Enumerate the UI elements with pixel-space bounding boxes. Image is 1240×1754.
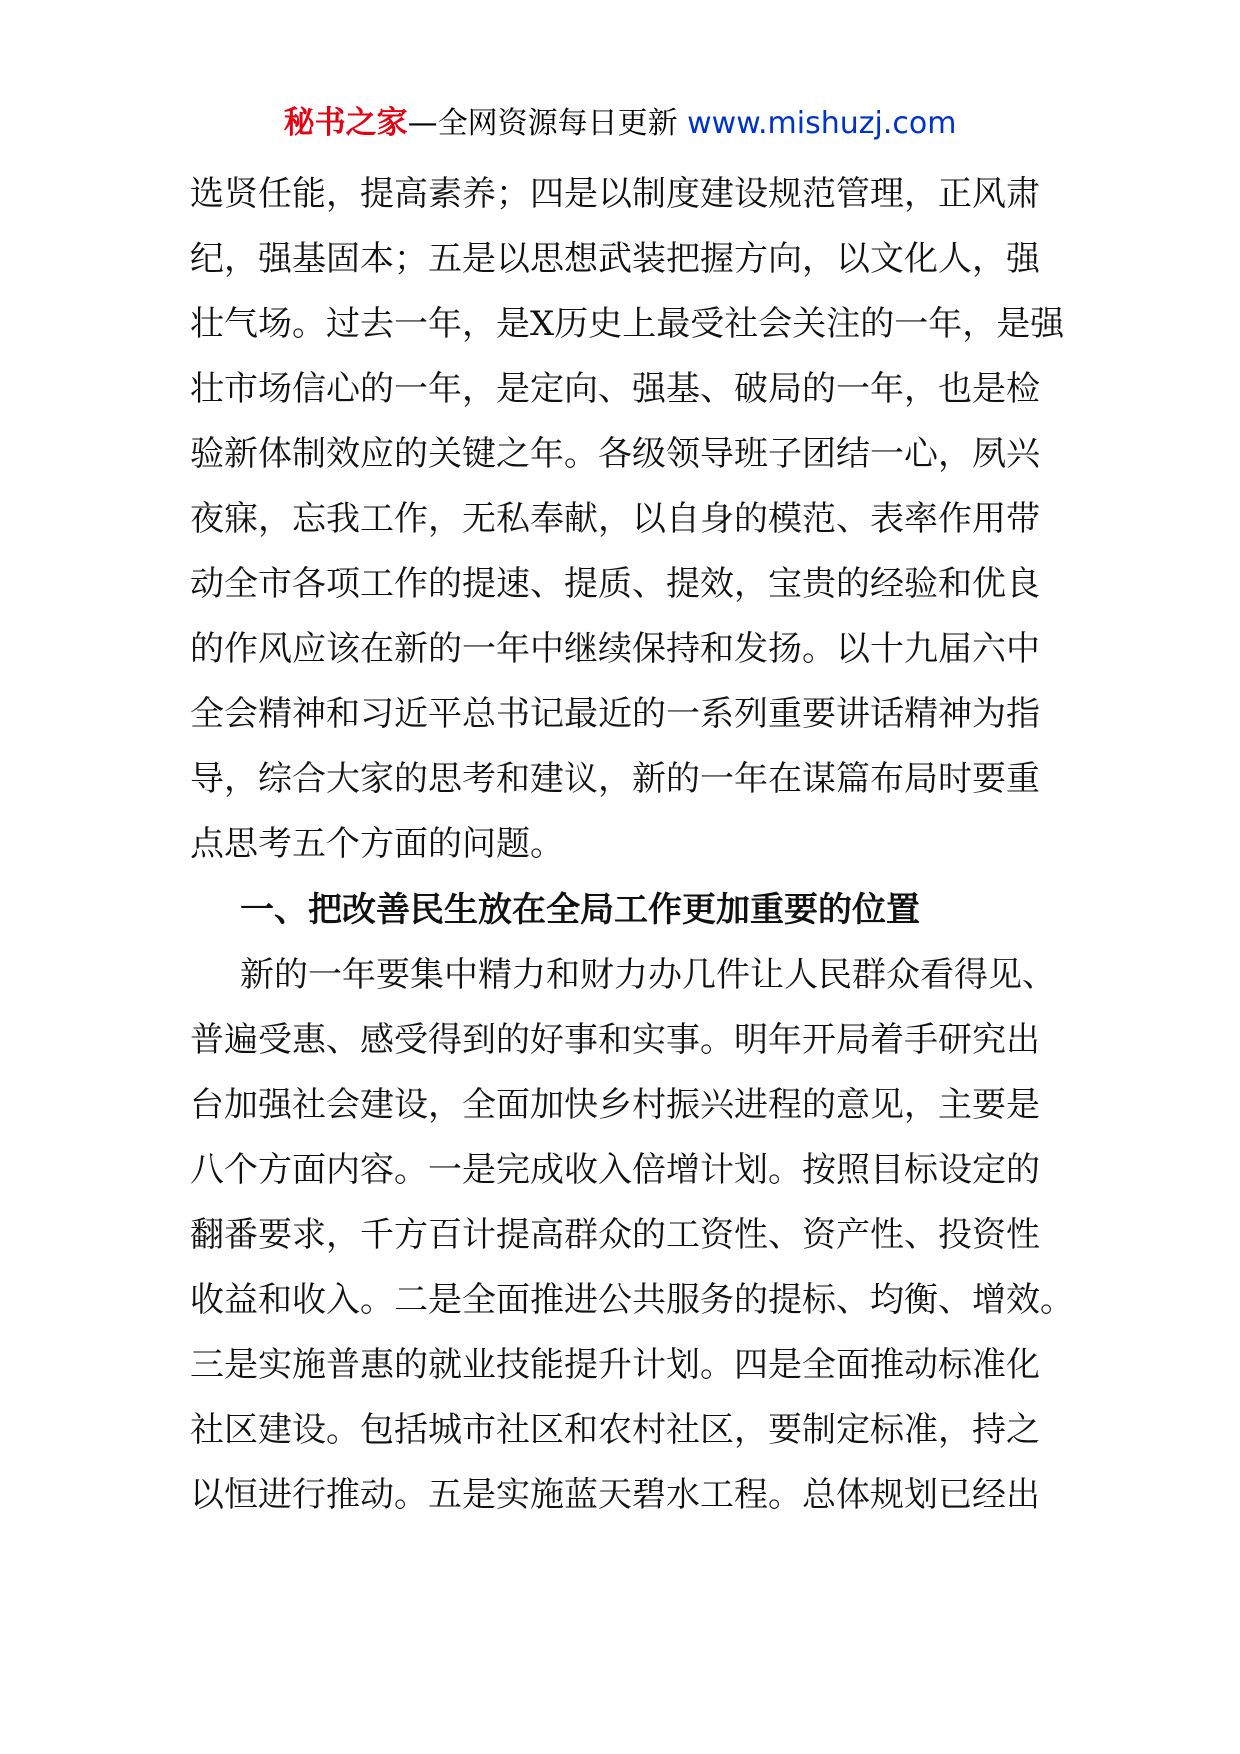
text-line: 八个方面内容。一是完成收入倍增计划。按照目标设定的 [190,1150,1040,1190]
text-line: 以恒进行推动。五是实施蓝天碧水工程。总体规划已经出 [190,1475,1040,1515]
text-line: 选贤任能，提高素养；四是以制度建设规范管理，正风肃 [190,174,1040,214]
text-line: 壮气场。过去一年，是X历史上最受社会关注的一年，是强 [190,304,1065,344]
text-line: 普遍受惠、感受得到的好事和实事。明年开局着手研究出 [190,1020,1040,1060]
text-line: 导，综合大家的思考和建议，新的一年在谋篇布局时要重 [190,759,1040,799]
header-url-link[interactable]: www.mishuzj.com [687,106,957,141]
header-brand: 秘书之家 [283,105,408,141]
page-header [0,98,1240,149]
text-line: 壮市场信心的一年，是定向、强基、破局的一年，也是检 [190,369,1040,409]
text-line: 纪，强基固本；五是以思想武装把握方向，以文化人，强 [190,239,1040,279]
text-line: 三是实施普惠的就业技能提升计划。四是全面推动标准化 [190,1345,1040,1385]
text-line: 的作风应该在新的一年中继续保持和发扬。以十九届六中 [190,629,1040,669]
section-heading: 一、把改善民生放在全局工作更加重要的位置 [240,890,920,930]
text-line: 点思考五个方面的问题。 [190,824,564,864]
text-line: 验新体制效应的关键之年。各级领导班子团结一心，夙兴 [190,434,1040,474]
text-line: 社区建设。包括城市社区和农村社区，要制定标准，持之 [190,1410,1040,1450]
text-line: 新的一年要集中精力和财力办几件让人民群众看得见、 [240,955,1056,995]
text-line: 台加强社会建设，全面加快乡村振兴进程的意见，主要是 [190,1085,1040,1125]
text-line: 翻番要求，千方百计提高群众的工资性、资产性、投资性 [190,1215,1040,1255]
document-body [190,162,1074,1528]
text-line: 收益和收入。二是全面推进公共服务的提标、均衡、增效。 [190,1280,1074,1320]
text-line: 动全市各项工作的提速、提质、提效，宝贵的经验和优良 [190,564,1040,604]
header-slogan: —全网资源每日更新 [407,106,678,141]
text-line: 夜寐，忘我工作，无私奉献，以自身的模范、表率作用带 [190,499,1040,539]
text-line: 全会精神和习近平总书记最近的一系列重要讲话精神为指 [190,694,1040,734]
